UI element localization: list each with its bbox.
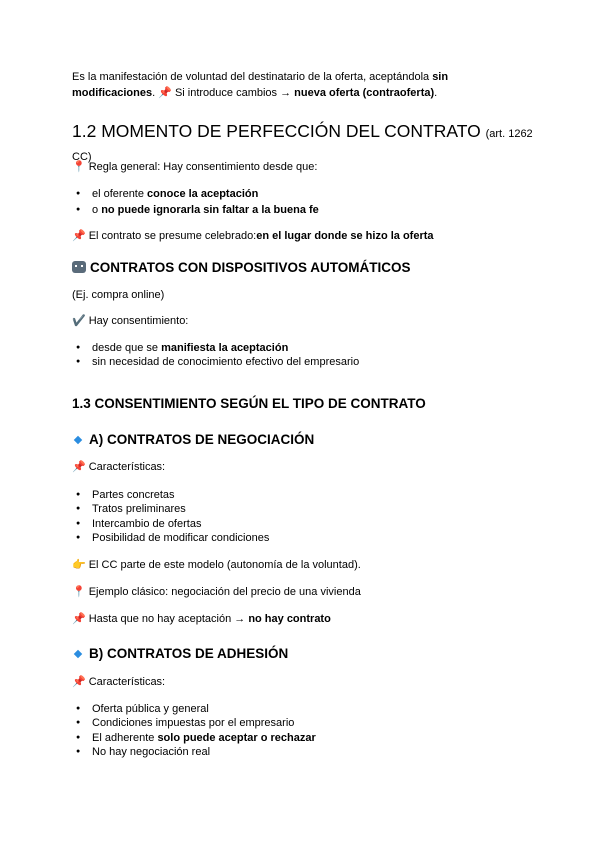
list-item: ● desde que se manifiesta la aceptación bbox=[92, 341, 288, 355]
round-pushpin-icon: 📍 bbox=[72, 161, 86, 173]
intro-line-2: modificaciones. 📌 Si introduce cambios → nueva oferta (contraoferta). bbox=[72, 87, 438, 99]
pushpin-icon: 📌 bbox=[72, 461, 86, 473]
consent-line: ✔️ Hay consentimiento: bbox=[72, 315, 189, 327]
list-item: ● Partes concretas bbox=[92, 488, 175, 502]
adhesion-contracts-heading: B) CONTRATOS DE ADHESIÓN bbox=[72, 645, 288, 662]
list-item: ● Posibilidad de modificar condiciones bbox=[92, 531, 269, 545]
place-of-contract: 📌 El contrato se presume celebrado:en el lugar donde se hizo la oferta bbox=[72, 230, 434, 242]
section-1-2-heading: 1.2 MOMENTO DE PERFECCIÓN DEL CONTRATO (art. 1262 CC) bbox=[72, 121, 533, 163]
negotiation-features-label: 📌 Características: bbox=[72, 461, 166, 473]
list-item: ● No hay negociación real bbox=[92, 745, 210, 759]
classic-example: 📍 Ejemplo clásico: negociación del precio de una vivienda bbox=[72, 586, 361, 598]
general-rule: 📍 Regla general: Hay consentimiento desde que: bbox=[72, 161, 318, 173]
round-pushpin-icon: 📍 bbox=[72, 586, 86, 598]
intro-line-1: Es la manifestación de voluntad del destinatario de la oferta, aceptándola sin bbox=[72, 71, 449, 83]
list-item: ● el oferente conoce la aceptación bbox=[92, 187, 258, 201]
list-item: ● Oferta pública y general bbox=[92, 702, 209, 716]
pushpin-icon: 📌 bbox=[72, 613, 86, 625]
list-item: ● Intercambio de ofertas bbox=[92, 517, 201, 531]
check-mark-icon: ✔️ bbox=[72, 315, 86, 327]
blue-diamond-icon bbox=[74, 436, 82, 444]
automatic-devices-heading: CONTRATOS CON DISPOSITIVOS AUTOMÁTICOS bbox=[72, 259, 411, 276]
negotiation-contracts-heading: A) CONTRATOS DE NEGOCIACIÓN bbox=[72, 431, 314, 448]
list-item: ● sin necesidad de conocimiento efectivo del empresario bbox=[92, 355, 359, 369]
section-1-3-heading: 1.3 CONSENTIMIENTO SEGÚN EL TIPO DE CONTRATO bbox=[72, 396, 426, 411]
cc-model-note: 👉 El CC parte de este modelo (autonomía de la voluntad). bbox=[72, 559, 361, 571]
adhesion-features-label: 📌 Características: bbox=[72, 676, 166, 688]
list-item: ● Tratos preliminares bbox=[92, 502, 186, 516]
no-contract-note: 📌 Hasta que no hay aceptación → no hay contrato bbox=[72, 613, 331, 625]
pushpin-icon: 📌 bbox=[72, 230, 86, 242]
pointing-hand-icon: 👉 bbox=[72, 559, 86, 571]
blue-diamond-icon bbox=[74, 650, 82, 658]
robot-icon bbox=[72, 261, 86, 273]
list-item: ● El adherente solo puede aceptar o rechazar bbox=[92, 731, 316, 745]
list-item: ● Condiciones impuestas por el empresario bbox=[92, 716, 294, 730]
list-item: ● o no puede ignorarla sin faltar a la buena fe bbox=[92, 203, 319, 217]
pushpin-icon: 📌 bbox=[72, 676, 86, 688]
online-example: (Ej. compra online) bbox=[72, 289, 165, 301]
